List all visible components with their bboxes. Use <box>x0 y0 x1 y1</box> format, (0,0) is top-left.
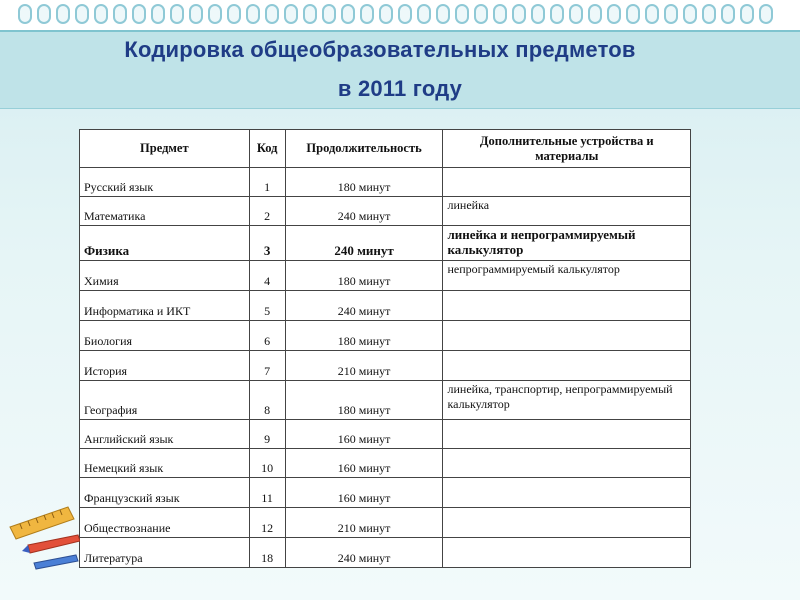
ring-icon <box>569 4 583 24</box>
ring-icon <box>759 4 773 24</box>
table-header-row <box>80 130 691 168</box>
table-row <box>80 291 691 321</box>
cell-code: 9 <box>249 420 285 449</box>
ring-icon <box>151 4 165 24</box>
ring-icon <box>740 4 754 24</box>
header-subject: Предмет <box>80 130 250 168</box>
cell-code: 7 <box>249 351 285 381</box>
ring-icon <box>474 4 488 24</box>
cell-duration: 180 минут <box>285 261 443 291</box>
table-row <box>80 538 691 568</box>
ruler-pencil-icon <box>8 505 80 575</box>
cell-duration: 210 минут <box>285 351 443 381</box>
ring-icon <box>664 4 678 24</box>
cell-duration: 160 минут <box>285 420 443 449</box>
cell-code: 1 <box>249 168 285 197</box>
cell-duration: 180 минут <box>285 321 443 351</box>
ring-icon <box>189 4 203 24</box>
ring-icon <box>702 4 716 24</box>
cell-extra <box>443 291 691 321</box>
cell-duration: 240 минут <box>285 538 443 568</box>
cell-duration: 160 минут <box>285 449 443 478</box>
notebook-rings-icon <box>18 4 798 26</box>
cell-subject: Литература <box>80 538 250 568</box>
ring-icon <box>322 4 336 24</box>
ring-icon <box>303 4 317 24</box>
subjects-table <box>79 129 691 568</box>
table-row <box>80 168 691 197</box>
ring-icon <box>683 4 697 24</box>
ring-icon <box>417 4 431 24</box>
ring-icon <box>56 4 70 24</box>
cell-extra: линейка <box>443 197 691 226</box>
ring-icon <box>493 4 507 24</box>
cell-subject: Французский язык <box>80 478 250 508</box>
table-row <box>80 420 691 449</box>
slide-title-line2: в 2011 году <box>337 76 463 101</box>
cell-duration: 240 минут <box>285 197 443 226</box>
cell-subject: Обществознание <box>80 508 250 538</box>
ring-icon <box>512 4 526 24</box>
header-code: Код <box>249 130 285 168</box>
ring-icon <box>531 4 545 24</box>
cell-extra <box>443 351 691 381</box>
table-row <box>80 508 691 538</box>
ring-icon <box>132 4 146 24</box>
cell-extra <box>443 538 691 568</box>
header-duration: Продолжительность <box>285 130 443 168</box>
ring-icon <box>94 4 108 24</box>
cell-duration: 240 минут <box>285 291 443 321</box>
cell-subject: Немецкий язык <box>80 449 250 478</box>
cell-code: 5 <box>249 291 285 321</box>
ring-icon <box>360 4 374 24</box>
cell-extra: линейка и непрограммируемый калькулятор <box>443 226 691 261</box>
cell-code: 2 <box>249 197 285 226</box>
cell-duration: 180 минут <box>285 381 443 420</box>
cell-duration: 210 минут <box>285 508 443 538</box>
header-extra: Дополнительные устройства и материалы <box>443 130 691 168</box>
cell-code: 11 <box>249 478 285 508</box>
table-row <box>80 351 691 381</box>
cell-code: 8 <box>249 381 285 420</box>
cell-subject: География <box>80 381 250 420</box>
ring-icon <box>18 4 32 24</box>
cell-extra: линейка, транспортир, непрограммируемый калькулятор <box>443 381 691 420</box>
cell-code: 18 <box>249 538 285 568</box>
table-row <box>80 226 691 261</box>
cell-extra <box>443 420 691 449</box>
table-row <box>80 321 691 351</box>
ring-icon <box>170 4 184 24</box>
table-row <box>80 449 691 478</box>
cell-code: 6 <box>249 321 285 351</box>
ring-icon <box>607 4 621 24</box>
cell-extra <box>443 168 691 197</box>
ring-icon <box>284 4 298 24</box>
ring-icon <box>550 4 564 24</box>
cell-extra: непрограммируемый калькулятор <box>443 261 691 291</box>
ring-icon <box>208 4 222 24</box>
cell-subject: Математика <box>80 197 250 226</box>
ring-icon <box>379 4 393 24</box>
cell-duration: 240 минут <box>285 226 443 261</box>
ring-icon <box>645 4 659 24</box>
cell-subject: Русский язык <box>80 168 250 197</box>
cell-duration: 180 минут <box>285 168 443 197</box>
ring-icon <box>265 4 279 24</box>
cell-extra <box>443 321 691 351</box>
table-row <box>80 381 691 420</box>
ring-icon <box>37 4 51 24</box>
cell-extra <box>443 449 691 478</box>
slide-title-line1: Кодировка общеобразовательных предметов <box>124 37 636 62</box>
ring-icon <box>341 4 355 24</box>
notebook-top-band <box>0 0 800 32</box>
ring-icon <box>113 4 127 24</box>
cell-code: 10 <box>249 449 285 478</box>
cell-subject: Химия <box>80 261 250 291</box>
cell-extra <box>443 508 691 538</box>
cell-subject: Английский язык <box>80 420 250 449</box>
ring-icon <box>227 4 241 24</box>
table-row <box>80 478 691 508</box>
ring-icon <box>626 4 640 24</box>
cell-code: 3 <box>249 226 285 261</box>
table-row <box>80 261 691 291</box>
ring-icon <box>455 4 469 24</box>
ring-icon <box>75 4 89 24</box>
cell-duration: 160 минут <box>285 478 443 508</box>
ring-icon <box>398 4 412 24</box>
ring-icon <box>436 4 450 24</box>
cell-code: 4 <box>249 261 285 291</box>
cell-subject: Биология <box>80 321 250 351</box>
ring-icon <box>588 4 602 24</box>
cell-code: 12 <box>249 508 285 538</box>
cell-subject: Физика <box>80 226 250 261</box>
cell-extra <box>443 478 691 508</box>
cell-subject: Информатика и ИКТ <box>80 291 250 321</box>
cell-subject: История <box>80 351 250 381</box>
table-row <box>80 197 691 226</box>
ring-icon <box>246 4 260 24</box>
ring-icon <box>721 4 735 24</box>
